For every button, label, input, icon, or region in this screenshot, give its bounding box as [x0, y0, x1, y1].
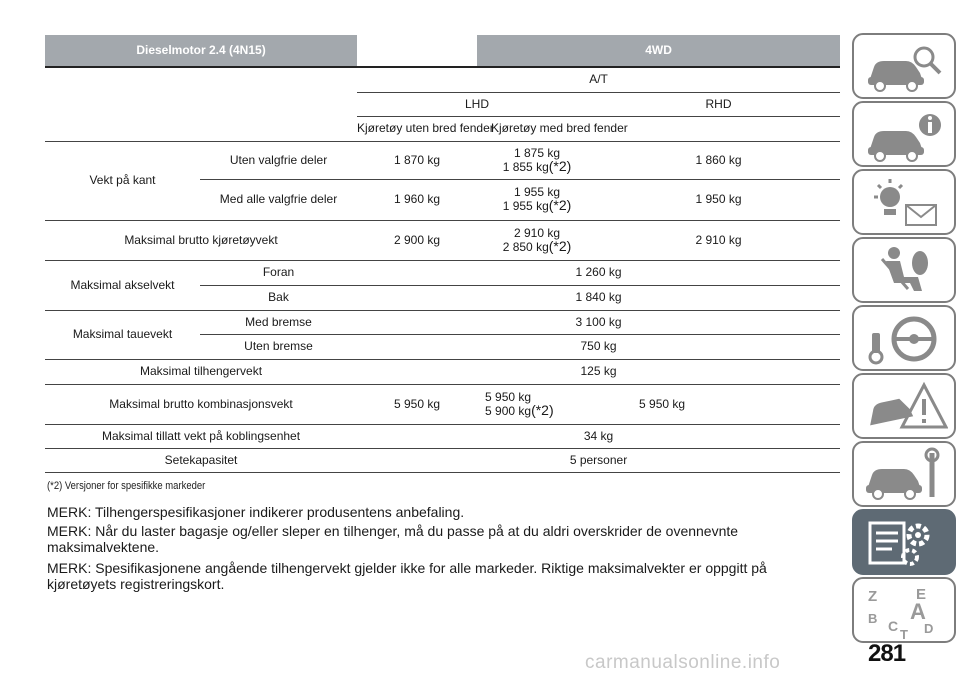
car-search-icon: [862, 39, 948, 95]
table-row: [45, 384, 840, 424]
value-cell: 1 860 kg: [597, 141, 840, 179]
rear-label: Bak: [200, 285, 357, 310]
table-row: [45, 448, 840, 472]
value-cell: 1 960 kg: [357, 179, 477, 220]
svg-text:B: B: [868, 611, 878, 626]
nav-tab-safety[interactable]: [852, 237, 956, 303]
unbraked-label: Uten bremse: [200, 334, 357, 359]
value-cell: 1 950 kg: [597, 179, 840, 220]
braked-label: Med bremse: [200, 310, 357, 334]
note-paragraph: MERK: Når du laster bagasje og/eller sleper en tilhenger, må du passe på at du aldri overskrider de ovennevnte maksimalvektene.: [47, 523, 739, 555]
towing-label: Maksimal tauevekt: [45, 310, 200, 359]
table-row: [45, 67, 840, 92]
value-cell: 2 910 kg 2 850 kg(*2): [477, 220, 597, 260]
nav-tab-car-info[interactable]: [852, 101, 956, 167]
steering-key-icon: [862, 311, 948, 367]
value-cell: 1 260 kg: [357, 260, 840, 285]
header-drive: 4WD: [477, 35, 840, 67]
table-row: [45, 260, 840, 285]
value-cell: 1 870 kg: [357, 141, 477, 179]
value-cell: 5 personer: [357, 448, 840, 472]
table-header-row: [45, 35, 840, 67]
table-row: [45, 424, 840, 448]
nav-tab-maintenance[interactable]: [852, 441, 956, 507]
specifications-table: [45, 35, 840, 473]
value-cell: 2 910 kg: [597, 220, 840, 260]
coupling-label: Maksimal tillatt vekt på koblingsenhet: [45, 424, 357, 448]
svg-text:Z: Z: [868, 588, 878, 605]
table-row: [45, 359, 840, 384]
value-cell: 125 kg: [357, 359, 840, 384]
car-info-icon: [862, 107, 948, 163]
value-cell: 1 955 kg 1 955 kg(*2): [477, 179, 597, 220]
svg-text:E: E: [916, 586, 927, 603]
footnote-mark: (*2): [548, 197, 572, 213]
alphabet-index-icon: [862, 583, 948, 639]
with-fender-label: Kjøretøy med bred fender: [477, 116, 597, 141]
rhd-label: RHD: [597, 92, 840, 116]
table-row: [45, 141, 840, 179]
table-row: [45, 92, 840, 116]
transmission-label: A/T: [357, 67, 840, 92]
svg-text:D: D: [924, 621, 934, 636]
value-cell: 5 950 kg: [357, 384, 477, 424]
svg-text:T: T: [900, 627, 908, 639]
axle-label: Maksimal akselvekt: [45, 260, 200, 310]
nav-tab-index[interactable]: [852, 577, 956, 643]
option-label: Uten valgfrie deler: [200, 141, 357, 179]
nav-tab-car-search[interactable]: [852, 33, 956, 99]
svg-text:A: A: [910, 599, 926, 624]
nav-tab-emergency[interactable]: [852, 373, 956, 439]
watermark: carmanualsonline.info: [585, 652, 781, 673]
note-paragraph: MERK: Spesifikasjonene angående tilhengervekt gjelder ikke for alle markeder. Riktige maksimalvekter er oppgitt på kjøretøyets registreringskort.: [47, 560, 767, 592]
footnote: (*2) Versjoner for spesifikke markeder: [47, 480, 206, 492]
table-row: [45, 310, 840, 334]
value-cell: 3 100 kg: [357, 310, 840, 334]
gross-vehicle-label: Maksimal brutto kjøretøyvekt: [45, 220, 357, 260]
lhd-label: LHD: [357, 92, 597, 116]
value-cell: 1 840 kg: [357, 285, 840, 310]
car-breakdown-icon: [862, 379, 948, 435]
without-fender-label: Kjøretøy uten bred fender: [357, 116, 477, 141]
curb-weight-label: Vekt på kant: [45, 141, 200, 220]
warning-light-mail-icon: [862, 175, 948, 231]
trailer-label: Maksimal tilhengervekt: [45, 359, 357, 384]
airbag-seat-icon: [862, 243, 948, 299]
value-cell: 2 900 kg: [357, 220, 477, 260]
page-number: 281: [868, 640, 906, 667]
value-cell: 5 950 kg: [597, 384, 840, 424]
header-engine: Dieselmotor 2.4 (4N15): [45, 35, 357, 67]
footnote-mark: (*2): [548, 237, 572, 254]
front-label: Foran: [200, 260, 357, 285]
car-wrench-icon: [862, 447, 948, 503]
table-row: [45, 116, 840, 141]
svg-text:C: C: [888, 618, 899, 634]
table-row: [45, 220, 840, 260]
value-cell: 750 kg: [357, 334, 840, 359]
nav-tab-warning-lights[interactable]: [852, 169, 956, 235]
value-cell: 1 875 kg 1 855 kg(*2): [477, 141, 597, 179]
seats-label: Setekapasitet: [45, 448, 357, 472]
nav-tab-start-drive[interactable]: [852, 305, 956, 371]
combination-label: Maksimal brutto kombinasjonsvekt: [45, 384, 357, 424]
nav-tab-specifications[interactable]: [852, 509, 956, 575]
footnote-mark: (*2): [548, 157, 572, 174]
value-cell: 5 950 kg 5 900 kg(*2): [477, 384, 597, 424]
note-paragraph: MERK: Tilhengerspesifikasjoner indikerer produsentens anbefaling.: [47, 504, 465, 520]
specifications-gear-icon: [862, 515, 948, 571]
footnote-mark: (*2): [531, 401, 554, 418]
option-label: Med alle valgfrie deler: [200, 179, 357, 220]
value-cell: 34 kg: [357, 424, 840, 448]
